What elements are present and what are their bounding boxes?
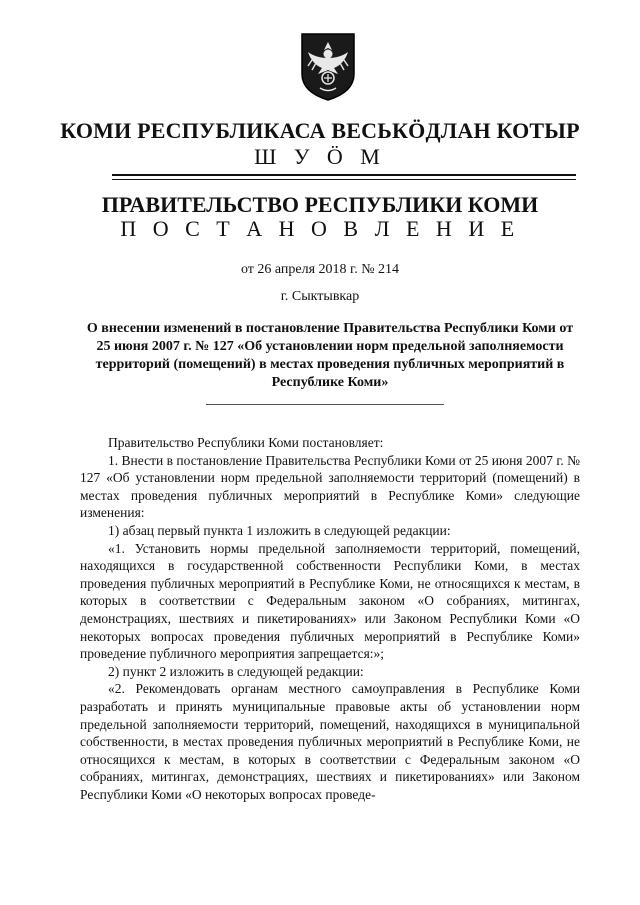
document-date-number: от 26 апреля 2018 г. № 214: [240, 262, 400, 277]
body-paragraph: «2. Рекомендовать органам местного самоуправления в Республике Коми разработать и принять муниципальные правовые акты об установлении норм предельной заполняемости территорий, помещений, находящихся в муниципальной собственности, в местах проведения публичных мероприятий в Республике Коми, не относящихся к местам, в которых в соответствии с Федеральным законом «О собраниях, митингах, демонстрациях, шествиях и пикетированиях» или Законом Республики Коми «О некоторых вопросах проведе-: [80, 681, 580, 802]
document-body: [80, 434, 580, 803]
subject-divider: [206, 404, 444, 405]
body-paragraph: 1. Внести в постановление Правительства Республики Коми от 25 июня 2007 г. № 127 «Об установлении норм предельной заполняемости территорий (помещений) в местах проведения публичных мероприятий в Республике Коми» следующие изменения:: [80, 452, 580, 521]
document-subject: О внесении изменений в постановление Правительства Республики Коми от 25 июня 2007 г. № 127 «Об установлении норм предельной заполняемости территорий (помещений) в местах проведения публичных мероприятий в Республике Коми»: [86, 321, 574, 390]
body-paragraph: «1. Установить нормы предельной заполняемости территорий, помещений, находящихся в государственной собственности Республики Коми, в местах проведения публичных мероприятий в Республике Коми, не относящихся к местам, в которых в соответствии с Федеральным законом «О собраниях, митингах, демонстрациях, шествиях и пикетированиях» или Законом Республики Коми «О некоторых вопросах проведения публичных мероприятий в Республике Коми» проведение публичного мероприятия запрещается:»;: [80, 540, 580, 662]
komi-document-type: Ш У Ӧ М: [254, 144, 386, 169]
header-rule-thin: [112, 179, 576, 180]
body-paragraph: 1) абзац первый пункта 1 изложить в следующей редакции:: [108, 522, 451, 538]
government-title: ПРАВИТЕЛЬСТВО РЕСПУБЛИКИ КОМИ: [101, 192, 539, 217]
komi-government-title: КОМИ РЕСПУБЛИКАСА ВЕСЬКӦДЛАН КОТЫР: [60, 118, 580, 143]
document-city: г. Сыктывкар: [280, 289, 360, 304]
body-paragraph: Правительство Республики Коми постановляет:: [108, 435, 384, 450]
header-rule-thick: [112, 174, 576, 176]
body-paragraph: 2) пункт 2 изложить в следующей редакции:: [108, 663, 364, 679]
document-type: П О С Т А Н О В Л Е Н И Е: [120, 216, 520, 241]
komi-coat-of-arms-icon: [298, 30, 358, 102]
